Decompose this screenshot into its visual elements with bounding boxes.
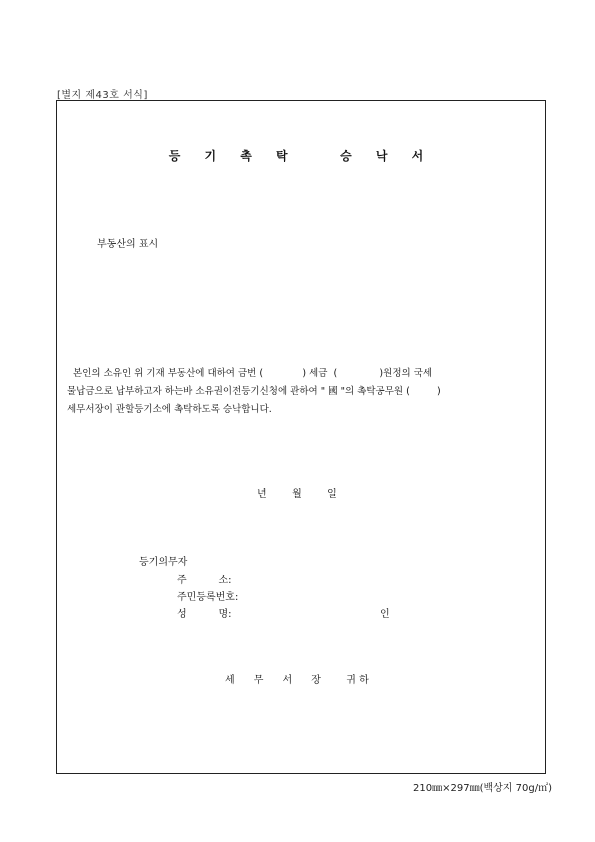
property-description-label: 부동산의 표시 [97,239,159,250]
consent-line-3: 세무서장이 관할등기소에 촉탁하도록 승낙합니다. [67,404,272,415]
consent-line-2: 물납금으로 납부하고자 하는바 소유권이전등기신청에 관하여 " 國 "의 촉탁공무원 ( ) [67,386,441,397]
date-line: 년 월 일 [257,489,337,500]
consent-line-1: 본인의 소유인 위 기재 부동산에 대하여 금번 ( ) 세금 ( )원정의 국세 [67,368,433,379]
name-label: 성 명: [177,609,232,620]
consent-statement [67,365,535,419]
form-number-label: [별지 제43호 서식] [57,90,148,101]
registration-obligor-label: 등기의무자 [139,557,188,568]
paper-spec-label: 210㎜×297㎜(백상지 70g/㎡) [413,783,552,794]
addressee-line: 세 무 서 장 귀 하 [225,675,369,686]
address-label: 주 소: [177,575,232,586]
form-frame [56,100,546,774]
seal-mark: 인 [380,609,390,620]
resident-number-label: 주민등록번호: [177,592,239,603]
document-title: 등 기 촉 탁 승 낙 서 [168,149,434,163]
